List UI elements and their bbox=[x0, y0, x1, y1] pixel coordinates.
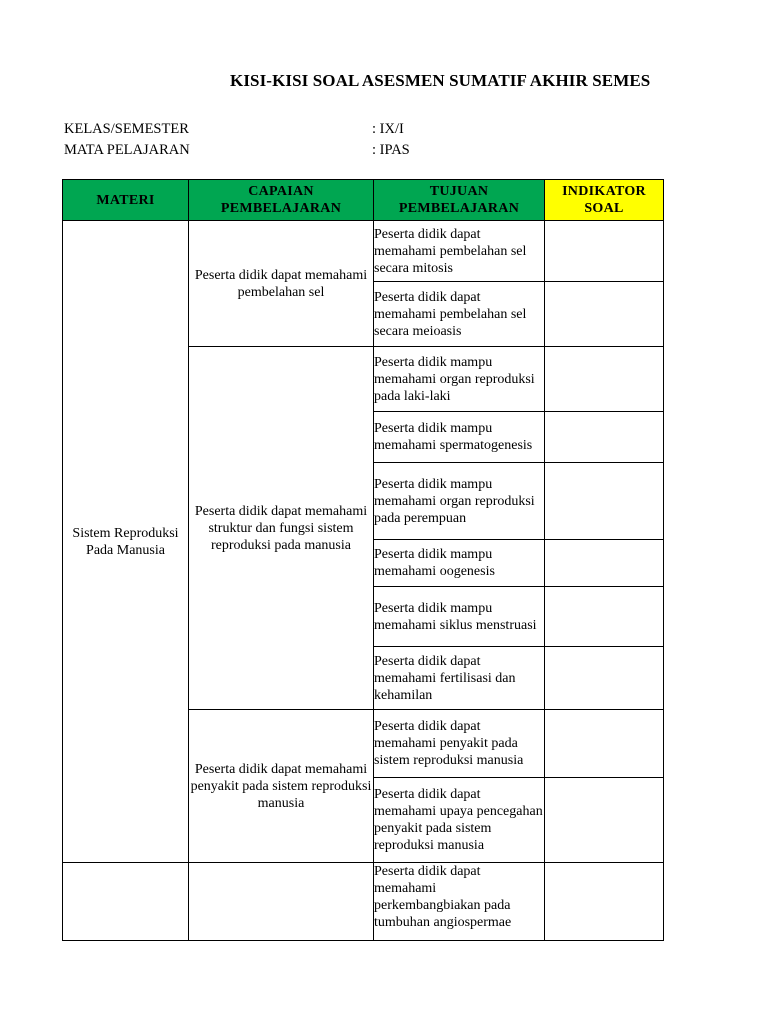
materi-cell: Sistem Reproduksi Pada Manusia bbox=[63, 221, 189, 863]
kisi-kisi-table bbox=[62, 179, 664, 941]
tujuan-cell: Peserta didik dapat memahami upaya pencegahan penyakit pada sistem reproduksi manusia bbox=[374, 778, 545, 863]
tujuan-cell: Peserta didik mampu memahami organ reproduksi pada perempuan bbox=[374, 463, 545, 540]
header-capaian: CAPAIAN PEMBELAJARAN bbox=[189, 180, 374, 221]
header-indikator: INDIKATOR SOAL bbox=[545, 180, 664, 221]
capaian-cell: Peserta didik dapat memahami penyakit pada sistem reproduksi manusia bbox=[189, 710, 374, 863]
tujuan-cell: Peserta didik mampu memahami organ reproduksi pada laki-laki bbox=[374, 347, 545, 412]
indikator-cell bbox=[545, 710, 664, 778]
meta-label-kelas: KELAS/SEMESTER bbox=[64, 121, 189, 137]
document-title: KISI-KISI SOAL ASESMEN SUMATIF AKHIR SEMES bbox=[230, 71, 651, 90]
capaian-cell bbox=[189, 863, 374, 941]
indikator-cell bbox=[545, 347, 664, 412]
tujuan-cell: Peserta didik mampu memahami siklus menstruasi bbox=[374, 587, 545, 647]
meta-labels bbox=[64, 119, 190, 161]
meta-value-kelas: : IX/I bbox=[372, 121, 404, 137]
indikator-cell bbox=[545, 540, 664, 587]
indikator-cell bbox=[545, 778, 664, 863]
meta-values bbox=[372, 119, 410, 161]
table-row bbox=[63, 863, 664, 941]
table-header-row bbox=[63, 180, 664, 221]
tujuan-cell: Peserta didik dapat memahami pembelahan sel secara meioasis bbox=[374, 282, 545, 347]
header-tujuan: TUJUAN PEMBELAJARAN bbox=[374, 180, 545, 221]
indikator-cell bbox=[545, 647, 664, 710]
indikator-cell bbox=[545, 221, 664, 282]
indikator-cell bbox=[545, 282, 664, 347]
capaian-cell: Peserta didik dapat memahami struktur dan fungsi sistem reproduksi pada manusia bbox=[189, 347, 374, 710]
header-materi: MATERI bbox=[63, 180, 189, 221]
tujuan-cell: Peserta didik dapat memahami penyakit pada sistem reproduksi manusia bbox=[374, 710, 545, 778]
capaian-cell: Peserta didik dapat memahami pembelahan sel bbox=[189, 221, 374, 347]
materi-cell bbox=[63, 863, 189, 941]
meta-label-mapel: MATA PELAJARAN bbox=[64, 142, 190, 158]
table-row bbox=[63, 221, 664, 282]
tujuan-cell: Peserta didik dapat memahami pembelahan sel secara mitosis bbox=[374, 221, 545, 282]
meta-value-mapel: : IPAS bbox=[372, 142, 410, 158]
tujuan-cell: Peserta didik mampu memahami oogenesis bbox=[374, 540, 545, 587]
tujuan-cell: Peserta didik dapat memahami fertilisasi dan kehamilan bbox=[374, 647, 545, 710]
tujuan-cell: Peserta didik dapat memahami perkembangbiakan pada tumbuhan angiospermae bbox=[374, 863, 545, 941]
indikator-cell bbox=[545, 863, 664, 941]
indikator-cell bbox=[545, 587, 664, 647]
tujuan-cell: Peserta didik mampu memahami spermatogenesis bbox=[374, 412, 545, 463]
indikator-cell bbox=[545, 463, 664, 540]
indikator-cell bbox=[545, 412, 664, 463]
